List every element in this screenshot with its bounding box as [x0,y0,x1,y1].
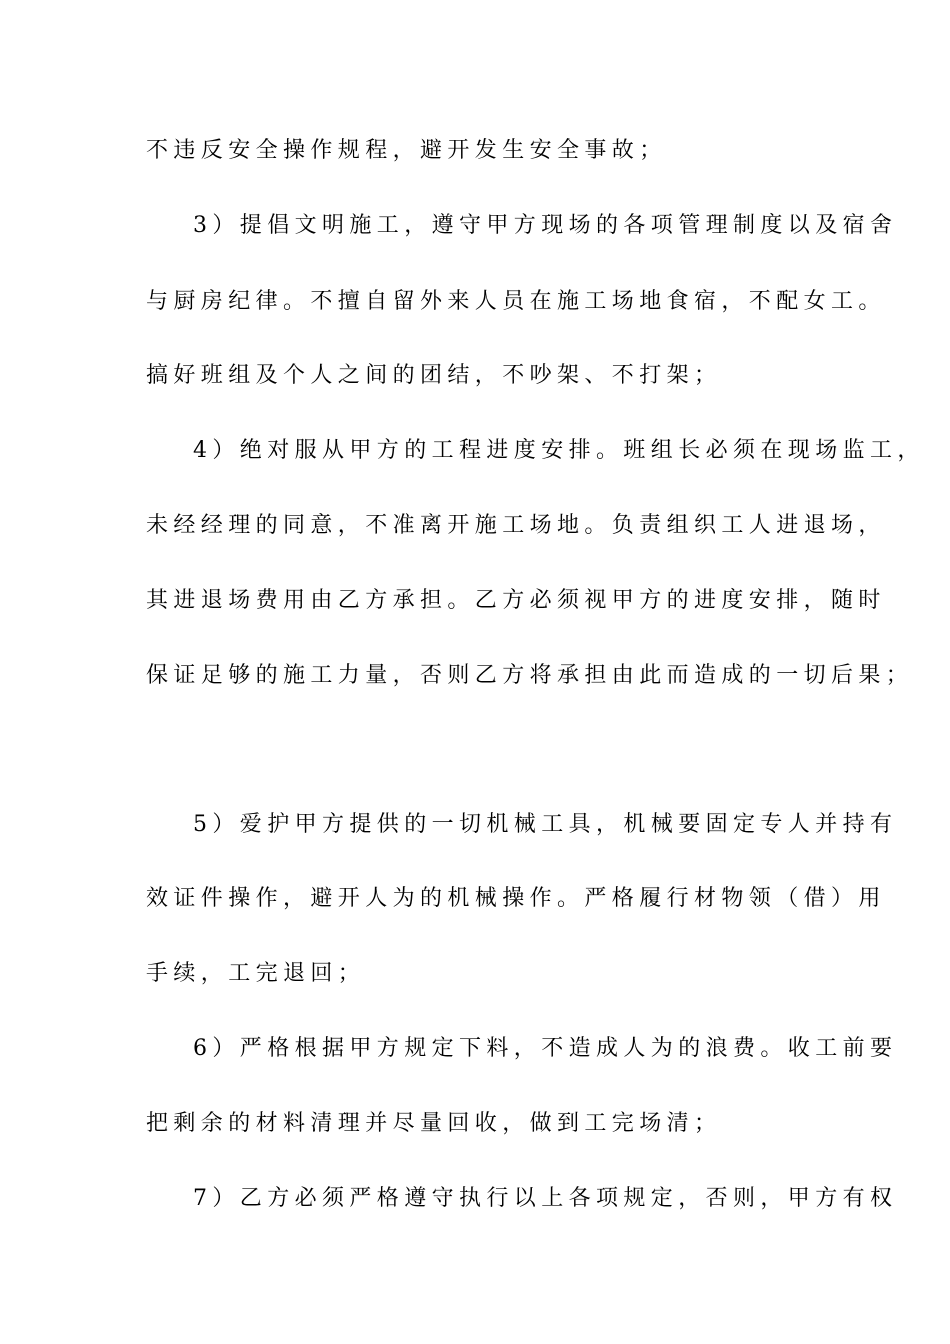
text-line: 其进退场费用由乙方承担。乙方必须视甲方的进度安排，随时 [146,588,886,613]
paragraph-item-5: 5）爱护甲方提供的一切机械工具，机械要固定专人并持有 [193,812,898,837]
paragraph-item-7: 7）乙方必须严格遵守执行以上各项规定，否则，甲方有权 [193,1186,898,1211]
paragraph-item-3: 3）提倡文明施工，遵守甲方现场的各项管理制度以及宿舍 [193,213,898,238]
paragraph-item-6: 6）严格根据甲方规定下料，不造成人为的浪费。收工前要 [193,1036,898,1061]
text-line: 手续，工完退回； [146,961,366,986]
text-line: 与厨房纪律。不擅自留外来人员在施工场地食宿，不配女工。 [146,289,886,314]
text-line: 搞好班组及个人之间的团结，不吵架、不打架； [146,363,722,388]
text-line: 把剩余的材料清理并尽量回收，做到工完场清； [146,1111,722,1136]
text-line: 不违反安全操作规程，避开发生安全事故； [146,138,667,163]
text-line: 效证件操作，避开人为的机械操作。严格履行材物领（借）用 [146,886,886,911]
paragraph-item-4: 4）绝对服从甲方的工程进度安排。班组长必须在现场监工， [193,438,925,463]
text-line: 保证足够的施工力量，否则乙方将承担由此而造成的一切后果； [146,663,914,688]
text-line: 未经经理的同意，不准离开施工场地。负责组织工人进退场， [146,513,886,538]
